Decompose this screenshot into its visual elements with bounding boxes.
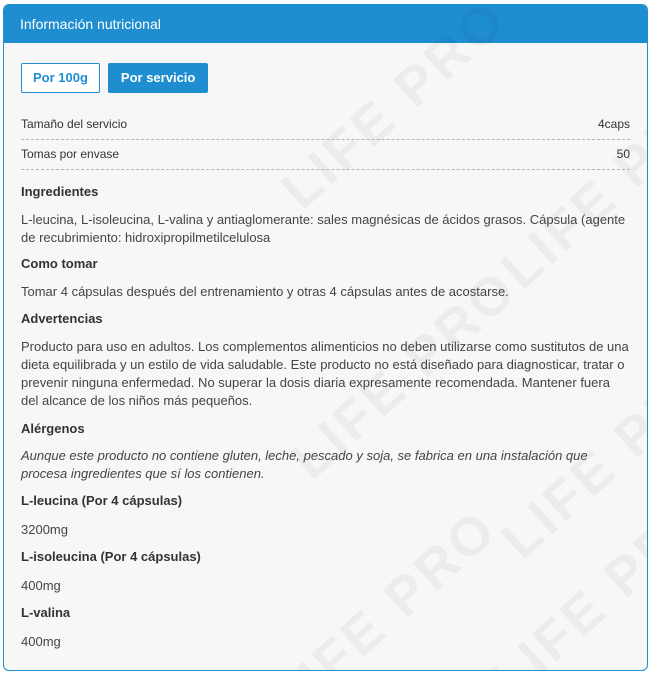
table-row [21, 140, 630, 170]
valine-value: 400mg [21, 634, 61, 649]
section-leucine [21, 492, 630, 539]
allergens-text: Aunque este producto no contiene gluten, leche, pescado y soja, se fabrica en una instalación que procesa ingredientes que sí los contienen. [21, 448, 588, 481]
valine-title: L-valina [21, 605, 71, 620]
usage-title: Como tomar [21, 256, 98, 271]
panel-title: Información nutricional [20, 16, 161, 32]
section-usage [21, 255, 630, 301]
usage-text: Tomar 4 cápsulas después del entrenamiento y otras 4 cápsulas antes de acostarse. [21, 284, 509, 299]
isoleucine-value: 400mg [21, 578, 61, 593]
section-ingredients [21, 183, 630, 247]
allergens-title: Alérgenos [21, 421, 85, 436]
isoleucine-title: L-isoleucina (Por 4 cápsulas) [21, 549, 201, 564]
section-valine [21, 604, 630, 651]
serving-size-label: Tamaño del servicio [21, 117, 128, 131]
warnings-text: Producto para uso en adultos. Los complementos alimenticios no deben utilizarse como sustitutos de una dieta equilibrada y un estilo de vida saludable. Este producto no está diseñado para diagnosticar, tratar o prevenir ninguna enfermedad. No superar la dosis diaria expresamente recomendada. Mantener fuera del alcance de los niños más pequeños. [21, 339, 629, 408]
serving-size-value: 4caps [597, 117, 630, 131]
leucine-value: 3200mg [21, 522, 68, 537]
serving-table [21, 110, 630, 170]
doses-label: Tomas por envase [21, 147, 120, 161]
section-warnings [21, 310, 630, 410]
unit-tabs [21, 43, 630, 93]
warnings-title: Advertencias [21, 311, 103, 326]
tab-per-100g[interactable]: Por 100g [21, 63, 100, 93]
tab-per-serving[interactable]: Por servicio [108, 63, 208, 93]
doses-value: 50 [616, 147, 630, 161]
section-isoleucine [21, 548, 630, 595]
ingredients-text: L-leucina, L-isoleucina, L-valina y antiaglomerante: sales magnésicas de ácidos grasos. Cápsula (agente de recubrimiento: hidroxipropilmetilcelulosa [21, 212, 626, 245]
panel-content [4, 43, 647, 651]
panel-header [4, 5, 647, 43]
section-allergens [21, 420, 630, 483]
table-row [21, 110, 630, 140]
leucine-title: L-leucina (Por 4 cápsulas) [21, 493, 183, 508]
ingredients-title: Ingredientes [21, 184, 99, 199]
nutrition-panel [3, 4, 648, 671]
